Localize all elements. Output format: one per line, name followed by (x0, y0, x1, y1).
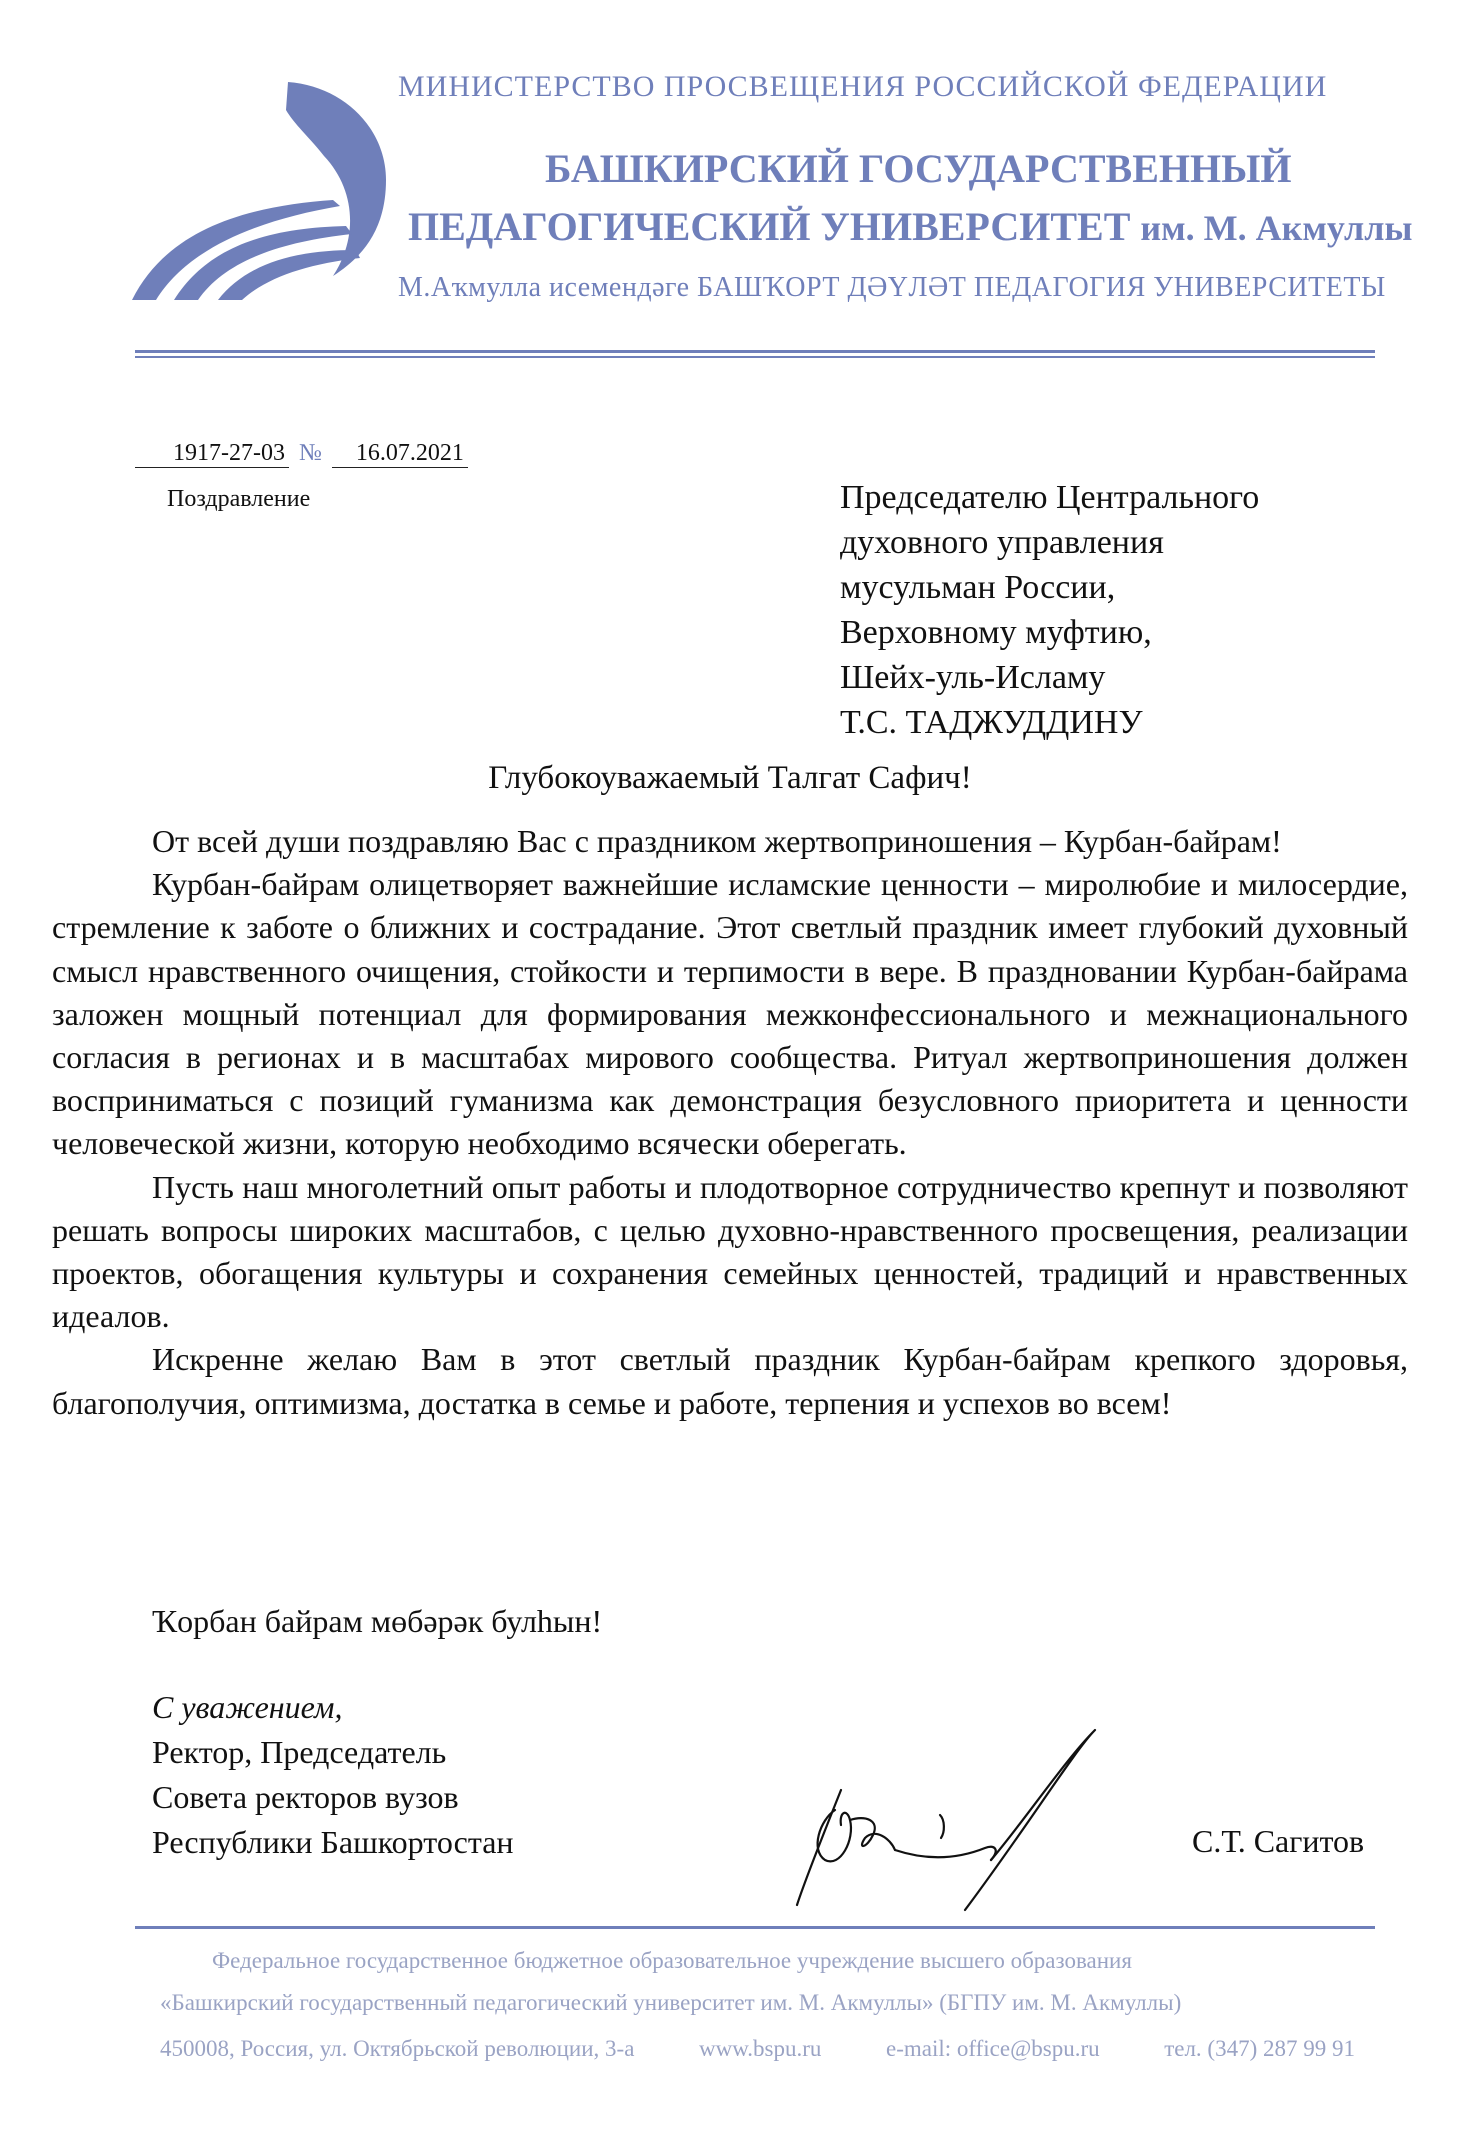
addressee-line: Шейх-уль-Исламу (840, 659, 1106, 696)
body-paragraph: Пусть наш многолетний опыт работы и плодотворное сотрудничество крепнут и позволяют решать вопросы широких масштабов, с целью духовно-нравственного просвещения, реализации проектов, обогащения культуры и сохранения семейных ценностей, традиций и нравственных идеалов. (52, 1168, 1408, 1335)
footer-contacts (160, 2036, 1355, 2062)
handwritten-signature (795, 1720, 1105, 1920)
letter-reg-line (135, 440, 468, 468)
position-line: Совета ректоров вузов (152, 1779, 459, 1815)
footer-address: 450008, Россия, ул. Октябрьской революции, 3-а (160, 2036, 635, 2061)
addressee-line: мусульман России, (840, 569, 1116, 606)
header-divider-top (135, 350, 1375, 353)
closing-block (152, 1685, 514, 1865)
university-logo-waves (128, 78, 390, 303)
header-divider-bottom (135, 356, 1375, 358)
reg-number: 1917-27-03 (135, 440, 289, 468)
body-paragraph: Искренне желаю Вам в этот светлый праздник Курбан-байрам крепкого здоровья, благополучия, оптимизма, достатка в семье и работе, терпения и успехов во всем! (52, 1341, 1408, 1421)
position-line: Ректор, Председатель (152, 1734, 447, 1770)
bashkir-wish: Ҡорбан байрам мөбәрәк булһын! (152, 1603, 603, 1639)
university-name-line2 (408, 203, 1413, 250)
body-paragraph: От всей души поздравляю Вас с праздником жертвоприношения – Курбан-байрам! (152, 823, 1282, 859)
addressee-line: Верховному муфтию, (840, 614, 1152, 651)
footer-email[interactable]: e-mail: office@bspu.ru (885, 2036, 1100, 2061)
signatory-name: С.Т. Сагитов (1192, 1823, 1365, 1859)
letter-body (52, 820, 1408, 1425)
university-name-bashkir: М.Аҡмулла исемендәге БАШҠОРТ ДӘҮЛӘТ ПЕДАГОГИЯ УНИВЕРСИТЕТЫ (398, 272, 1386, 303)
addressee-line: Т.С. ТАДЖУДДИНУ (840, 704, 1143, 741)
footer-website[interactable]: www.bspu.ru (698, 2036, 822, 2061)
body-paragraph: Курбан-байрам олицетворяет важнейшие исламские ценности – миролюбие и милосердие, стремление к заботе о ближних и сострадание. Этот светлый праздник имеет глубокий духовный смысл нравственного очищения, стойкости и терпимости в вере. В праздновании Курбан-байрама заложен мощный потенциал для формирования межконфессионального и межнационального согласия в регионах и в масштабах мирового сообщества. Ритуал жертвоприношения должен восприниматься с позиций гуманизма как демонстрация безусловного приоритета и ценности человеческой жизни, которую необходимо всячески оберегать. (52, 866, 1408, 1162)
addressee-line: духовного управления (840, 524, 1164, 561)
university-name-main: ПЕДАГОГИЧЕСКИЙ УНИВЕРСИТЕТ (408, 204, 1131, 249)
university-name-suffix: им. М. Акмуллы (1140, 208, 1413, 248)
footer-line2: «Башкирский государственный педагогический университет им. М. Акмуллы» (БГПУ им. М. Акмуллы) (160, 1990, 1182, 2015)
number-sign: № (298, 440, 322, 466)
university-name-line1: БАШКИРСКИЙ ГОСУДАРСТВЕННЫЙ (545, 146, 1292, 191)
position-line: Республики Башкортостан (152, 1824, 514, 1860)
addressee-block (840, 475, 1259, 745)
footer-divider (135, 1926, 1375, 1929)
ministry-title: МИНИСТЕРСТВО ПРОСВЕЩЕНИЯ РОССИЙСКОЙ ФЕДЕРАЦИИ (398, 70, 1328, 103)
greeting: Глубокоуважаемый Талгат Сафич! (488, 760, 972, 796)
letter-date: 16.07.2021 (332, 440, 468, 468)
regards: С уважением, (152, 1689, 343, 1725)
addressee-line: Председателю Центрального (840, 479, 1260, 516)
footer-line1: Федеральное государственное бюджетное образовательное учреждение высшего образования (212, 1948, 1132, 1973)
footer-phone: тел. (347) 287 99 91 (1164, 2036, 1355, 2061)
letter-subject: Поздравление (167, 486, 311, 512)
